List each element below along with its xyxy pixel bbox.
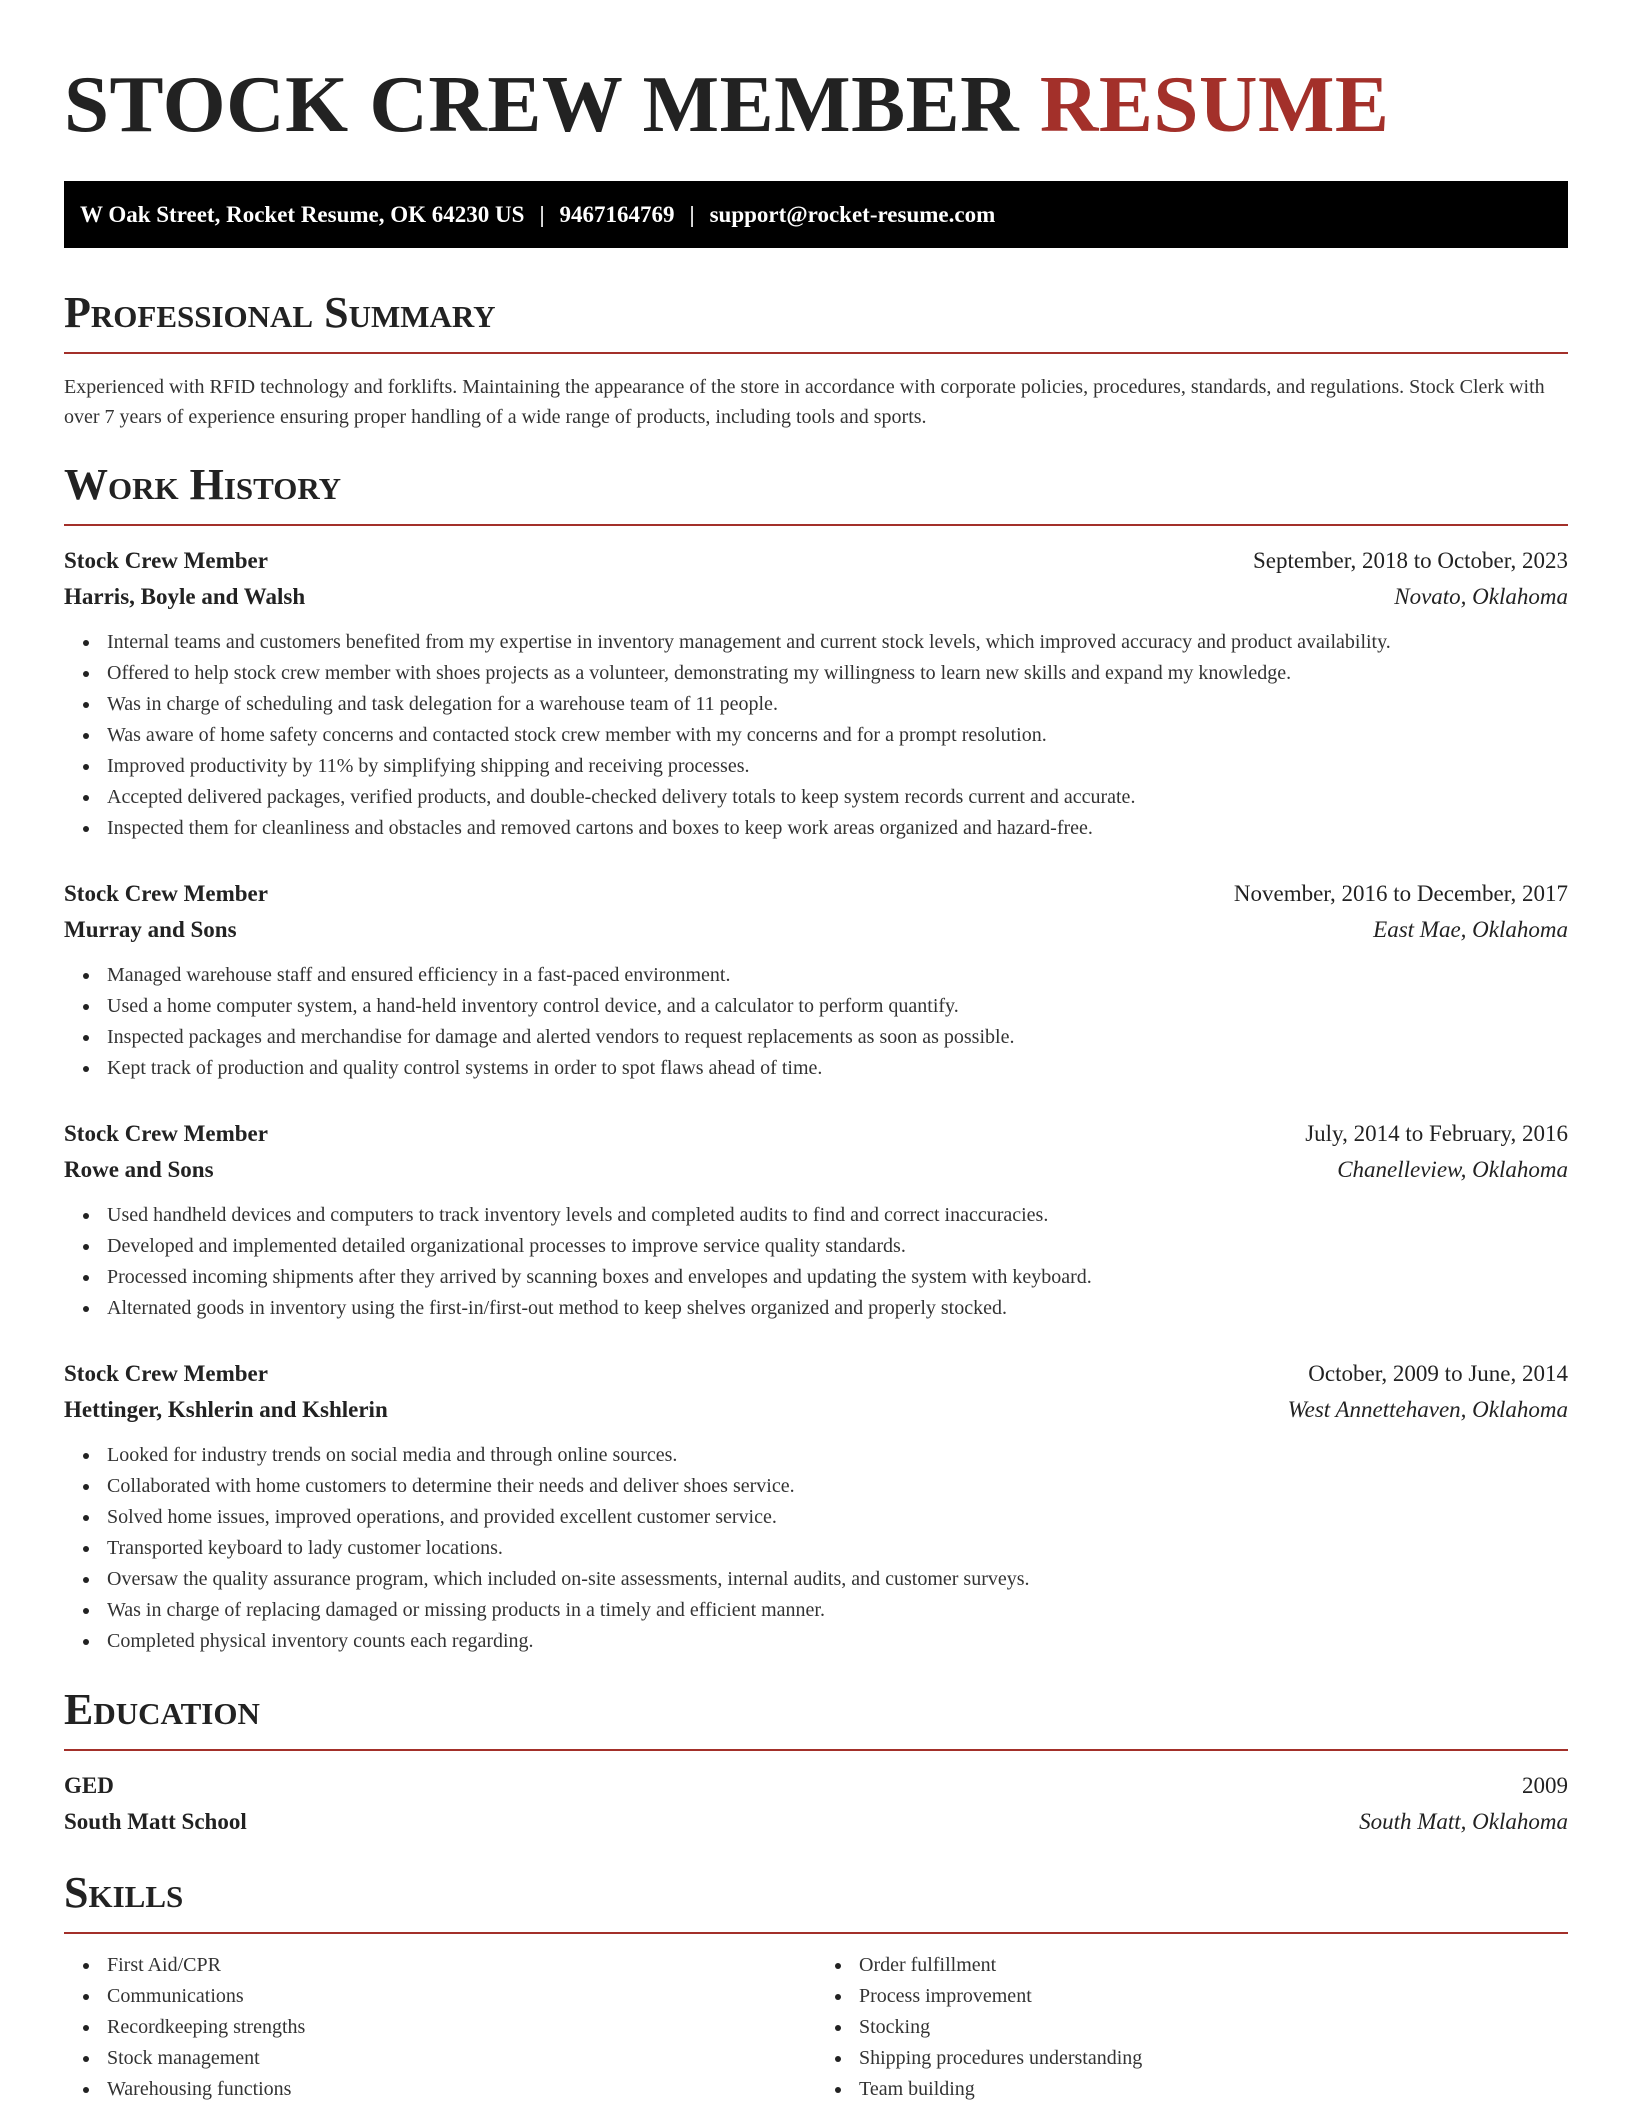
job-company: Murray and Sons [64, 917, 237, 942]
skill-item: Stocking [859, 2012, 1568, 2043]
summary-section [64, 288, 1568, 432]
skill-item: Team building [859, 2074, 1568, 2105]
job-company: Harris, Boyle and Walsh [64, 584, 306, 609]
job-company: Hettinger, Kshlerin and Kshlerin [64, 1397, 388, 1422]
job-bullet: Inspected packages and merchandise for damage and alerted vendors to request replacements as soon as possible. [107, 1022, 1568, 1053]
summary-text: Experienced with RFID technology and forklifts. Maintaining the appearance of the store in accordance with corporate policies, procedures, standards, and regulations. Stock Clerk with over 7 years of experience ensuring proper handling of a wide range of products, including tools and sports. [64, 376, 1545, 428]
job-bullet: Collaborated with home customers to determine their needs and deliver shoes service. [107, 1471, 1568, 1502]
job-bullet: Offered to help stock crew member with shoes projects as a volunteer, demonstrating my willingness to learn new skills and expand my knowledge. [107, 658, 1568, 689]
contact-email: support@rocket-resume.com [709, 201, 996, 227]
job-role: Stock Crew Member [64, 1361, 268, 1386]
job-role: Stock Crew Member [64, 1121, 268, 1146]
summary-heading: Professional Summary [64, 288, 496, 337]
section-divider [64, 352, 1568, 354]
job-bullet: Used handheld devices and computers to track inventory levels and completed audits to find and correct inaccuracies. [107, 1200, 1568, 1231]
section-divider [64, 1932, 1568, 1934]
job-bullet: Alternated goods in inventory using the first-in/first-out method to keep shelves organized and properly stocked. [107, 1293, 1568, 1324]
job-role: Stock Crew Member [64, 881, 268, 906]
job-bullet: Used a home computer system, a hand-held inventory control device, and a calculator to perform quantify. [107, 991, 1568, 1022]
job-bullet: Processed incoming shipments after they arrived by scanning boxes and envelopes and updating the system with keyboard. [107, 1262, 1568, 1293]
education-degree: GED [64, 1773, 114, 1798]
skills-list-left [64, 1950, 816, 2105]
skills-heading: Skills [64, 1868, 184, 1917]
skill-item: Order fulfillment [859, 1950, 1568, 1981]
job-bullets [64, 1440, 1568, 1657]
work-history-heading: Work History [64, 460, 342, 509]
skill-item: Shipping procedures understanding [859, 2043, 1568, 2074]
contact-address: W Oak Street, Rocket Resume, OK 64230 US [80, 201, 525, 227]
job-bullet: Internal teams and customers benefited from my expertise in inventory management and current stock levels, which improved accuracy and product availability. [107, 627, 1568, 658]
job-bullet: Improved productivity by 11% by simplifying shipping and receiving processes. [107, 751, 1568, 782]
job-bullets [64, 1200, 1568, 1324]
job-location: East Mae, Oklahoma [1373, 917, 1568, 942]
skill-item: Process improvement [859, 1981, 1568, 2012]
section-divider [64, 524, 1568, 526]
skill-item: Warehousing functions [107, 2074, 816, 2105]
job-bullet: Kept track of production and quality control systems in order to spot flaws ahead of time. [107, 1053, 1568, 1084]
education-school: South Matt School [64, 1809, 247, 1834]
skills-grid [64, 1950, 1568, 2105]
contact-bar [64, 181, 1568, 248]
job-entry [64, 1116, 1568, 1324]
job-bullet: Was in charge of replacing damaged or missing products in a timely and efficient manner. [107, 1595, 1568, 1626]
job-location: West Annettehaven, Oklahoma [1287, 1397, 1568, 1422]
job-subheader [64, 1152, 1568, 1188]
job-bullet: Developed and implemented detailed organizational processes to improve service quality standards. [107, 1231, 1568, 1262]
education-section [64, 1685, 1568, 1840]
education-heading: Education [64, 1685, 260, 1734]
job-bullet: Looked for industry trends on social media and through online sources. [107, 1440, 1568, 1471]
job-company: Rowe and Sons [64, 1157, 214, 1182]
skill-item: Recordkeeping strengths [107, 2012, 816, 2043]
job-dates: October, 2009 to June, 2014 [1308, 1361, 1568, 1386]
education-header [64, 1768, 1568, 1804]
skills-section [64, 1868, 1568, 2105]
job-bullet: Was in charge of scheduling and task delegation for a warehouse team of 11 people. [107, 689, 1568, 720]
education-subheader [64, 1804, 1568, 1840]
job-header [64, 1356, 1568, 1392]
job-bullet: Accepted delivered packages, verified products, and double-checked delivery totals to keep system records current and accurate. [107, 782, 1568, 813]
job-subheader [64, 579, 1568, 615]
skill-item: Communications [107, 1981, 816, 2012]
title-accent: RESUME [1039, 59, 1390, 149]
contact-phone: 9467164769 [559, 201, 675, 227]
job-location: Chanelleview, Oklahoma [1337, 1157, 1568, 1182]
job-subheader [64, 912, 1568, 948]
job-location: Novato, Oklahoma [1394, 584, 1568, 609]
education-year: 2009 [1522, 1773, 1568, 1798]
title-main: STOCK CREW MEMBER [64, 59, 1020, 149]
job-bullet: Solved home issues, improved operations, and provided excellent customer service. [107, 1502, 1568, 1533]
job-entry [64, 1356, 1568, 1657]
contact-separator: | [539, 201, 545, 227]
job-dates: September, 2018 to October, 2023 [1253, 548, 1568, 573]
contact-separator: | [689, 201, 695, 227]
job-header [64, 1116, 1568, 1152]
job-header [64, 876, 1568, 912]
job-bullet: Oversaw the quality assurance program, which included on-site assessments, internal audits, and customer surveys. [107, 1564, 1568, 1595]
skill-item: First Aid/CPR [107, 1950, 816, 1981]
skills-list-right [816, 1950, 1568, 2105]
job-bullet: Inspected them for cleanliness and obstacles and removed cartons and boxes to keep work areas organized and hazard-free. [107, 813, 1568, 844]
section-divider [64, 1749, 1568, 1751]
job-entry [64, 876, 1568, 1084]
skill-item: Stock management [107, 2043, 816, 2074]
resume-title [64, 0, 1568, 150]
job-subheader [64, 1392, 1568, 1428]
job-entry [64, 543, 1568, 844]
job-dates: November, 2016 to December, 2017 [1233, 881, 1568, 906]
job-bullet: Transported keyboard to lady customer locations. [107, 1533, 1568, 1564]
job-bullets [64, 627, 1568, 844]
job-header [64, 543, 1568, 579]
job-bullet: Was aware of home safety concerns and contacted stock crew member with my concerns and for a prompt resolution. [107, 720, 1568, 751]
work-history-section [64, 460, 1568, 1657]
education-location: South Matt, Oklahoma [1359, 1809, 1568, 1834]
job-bullet: Completed physical inventory counts each regarding. [107, 1626, 1568, 1657]
job-role: Stock Crew Member [64, 548, 268, 573]
job-bullet: Managed warehouse staff and ensured efficiency in a fast-paced environment. [107, 960, 1568, 991]
education-entry [64, 1768, 1568, 1840]
job-bullets [64, 960, 1568, 1084]
job-dates: July, 2014 to February, 2016 [1305, 1121, 1568, 1146]
